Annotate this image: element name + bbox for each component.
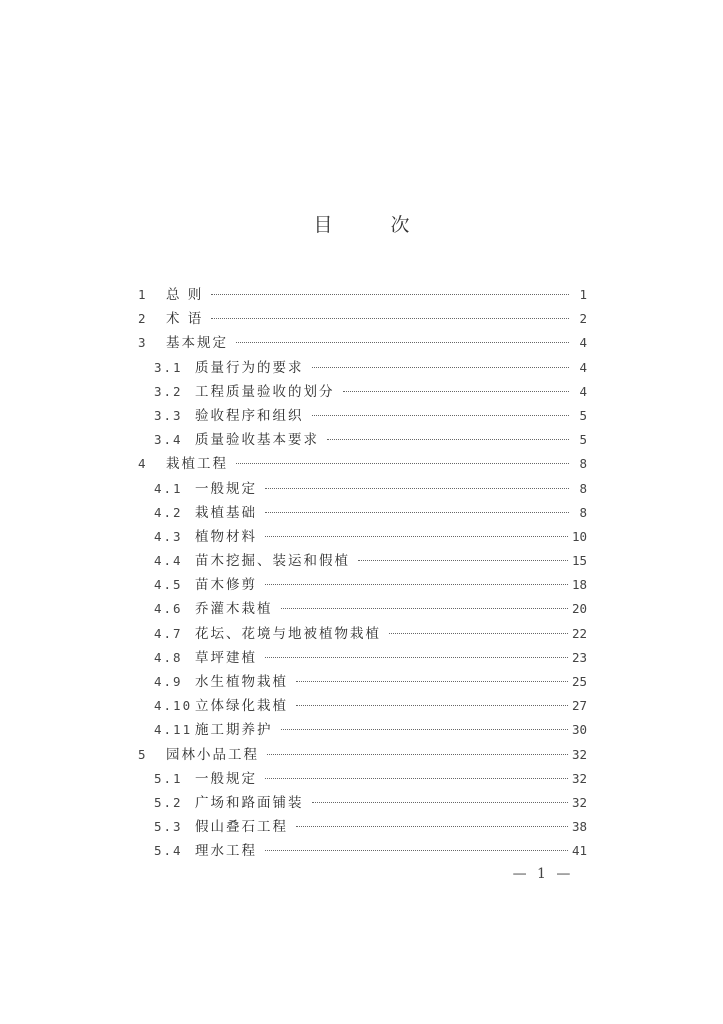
toc-entry-number: 5.4: [154, 843, 183, 859]
toc-chapter-entry[interactable]: [138, 307, 587, 331]
toc-entry-number: 4.1: [154, 480, 183, 496]
dot-leader: [312, 367, 570, 368]
dot-leader: [389, 633, 568, 634]
toc-entry-page: 23: [571, 649, 587, 665]
toc-entry-number: 5.1: [154, 770, 183, 786]
toc-entry-title: 广场和路面铺装: [195, 794, 304, 811]
toc-chapter-entry[interactable]: [138, 283, 587, 307]
toc-entry-page: 25: [571, 674, 587, 689]
toc-entry-number: 4.10: [154, 698, 193, 714]
toc-entry-number: 4.6: [154, 601, 183, 617]
toc-entry-title: 质量验收基本要求: [195, 432, 319, 449]
toc-section-entry[interactable]: [138, 404, 587, 428]
dot-leader: [265, 488, 569, 489]
dot-leader: [281, 729, 568, 730]
toc-entry-page: 1: [579, 287, 587, 302]
toc-entry-number: 4.2: [154, 504, 183, 520]
toc-entry-title: 水生植物栽植: [195, 674, 288, 690]
dot-leader: [296, 705, 568, 706]
toc-entry-title: 苗木修剪: [195, 577, 257, 594]
toc-entry-page: 27: [571, 698, 587, 714]
dot-leader: [296, 826, 568, 827]
toc-section-entry[interactable]: [138, 477, 587, 501]
toc-section-entry[interactable]: [138, 791, 587, 815]
toc-entry-number: 1: [138, 287, 148, 302]
toc-entry-title: 立体绿化栽植: [195, 698, 288, 715]
toc-chapter-entry[interactable]: [138, 452, 587, 476]
toc-section-entry[interactable]: [138, 380, 587, 404]
toc-entry-title: 苗木挖掘、装运和假植: [195, 553, 350, 570]
toc-entry-title: 质量行为的要求: [195, 359, 304, 376]
toc-section-entry[interactable]: [138, 815, 587, 839]
toc-entry-title: 一般规定: [195, 480, 257, 497]
toc-entry-title: 工程质量验收的划分: [195, 383, 335, 400]
toc-entry-number: 5.2: [154, 794, 183, 810]
toc-entry-number: 3.1: [154, 359, 183, 375]
toc-entry-number: 4.7: [154, 625, 183, 641]
toc-entry-page: 32: [571, 794, 587, 810]
toc-entry-page: 8: [579, 456, 587, 472]
toc-entry-title: 草坪建植: [195, 649, 257, 666]
toc-entry-title: 施工期养护: [195, 722, 273, 739]
toc-entry-number: 3: [138, 335, 148, 351]
toc-entry-number: 3.4: [154, 432, 183, 448]
toc-entry-title: 植物材料: [195, 528, 257, 545]
dot-leader: [358, 560, 568, 561]
toc-entry-title: 一般规定: [195, 770, 257, 787]
toc-section-entry[interactable]: [138, 839, 587, 863]
dot-leader: [265, 657, 568, 658]
toc-entry-number: 4.4: [154, 553, 183, 569]
toc-section-entry[interactable]: [138, 597, 587, 621]
toc-entry-number: 4.3: [154, 528, 183, 544]
toc-entry-page: 8: [579, 504, 587, 520]
toc-entry-page: 2: [579, 311, 587, 327]
dot-leader: [327, 439, 569, 440]
page-title: 目 次: [313, 214, 436, 236]
toc-section-entry[interactable]: [138, 525, 587, 549]
toc-entry-page: 20: [571, 601, 587, 617]
toc-chapter-entry[interactable]: [138, 743, 587, 767]
toc-entry-page: 4: [579, 359, 587, 375]
toc-entry-title: 园林小品工程: [166, 746, 259, 763]
dot-leader: [211, 294, 569, 295]
toc-section-entry[interactable]: [138, 356, 587, 380]
toc-entry-page: 15: [571, 553, 587, 569]
page-number: — 1 —: [512, 866, 574, 882]
dot-leader: [296, 681, 568, 682]
toc-entry-number: 5.3: [154, 819, 183, 835]
toc-entry-title: 栽植基础: [195, 504, 257, 521]
toc-section-entry[interactable]: [138, 549, 587, 573]
toc-entry-page: 8: [579, 480, 587, 496]
toc-entry-page: 32: [571, 770, 587, 786]
dot-leader: [236, 463, 569, 464]
toc-entry-number: 4.9: [154, 674, 183, 689]
toc-entry-page: 30: [571, 722, 587, 738]
toc-section-entry[interactable]: [138, 428, 587, 452]
toc-section-entry[interactable]: [138, 573, 587, 597]
toc-entry-number: 4.11: [154, 722, 193, 738]
toc-entry-page: 4: [579, 335, 587, 351]
toc-entry-title: 基本规定: [166, 335, 228, 352]
toc-entry-title: 花坛、花境与地被植物栽植: [195, 625, 381, 642]
toc-entry-title: 验收程序和组织: [195, 407, 304, 424]
toc-entry-page: 32: [571, 746, 587, 762]
dot-leader: [265, 536, 568, 537]
toc-section-entry[interactable]: [138, 767, 587, 791]
dot-leader: [312, 802, 568, 803]
toc-entry-number: 5: [138, 746, 148, 762]
toc-entry-title: 总 则: [166, 287, 204, 303]
dot-leader: [265, 512, 569, 513]
toc-entry-title: 乔灌木栽植: [195, 601, 273, 618]
table-of-contents: [138, 283, 587, 864]
toc-section-entry[interactable]: [138, 718, 587, 742]
dot-leader: [236, 342, 569, 343]
toc-section-entry[interactable]: [138, 646, 587, 670]
toc-entry-page: 22: [571, 625, 587, 641]
dot-leader: [211, 318, 569, 319]
toc-section-entry[interactable]: [138, 670, 587, 694]
dot-leader: [267, 754, 568, 755]
toc-entry-page: 38: [571, 819, 587, 835]
dot-leader: [312, 415, 570, 416]
toc-entry-title: 术 语: [166, 311, 204, 328]
dot-leader: [265, 584, 568, 585]
toc-chapter-entry[interactable]: [138, 331, 587, 355]
toc-entry-page: 10: [571, 528, 587, 544]
dot-leader: [343, 391, 570, 392]
toc-entry-number: 2: [138, 311, 148, 327]
toc-entry-number: 3.3: [154, 407, 183, 423]
toc-entry-page: 41: [571, 843, 587, 859]
toc-entry-number: 4.5: [154, 577, 183, 593]
toc-entry-number: 4.8: [154, 649, 183, 665]
dot-leader: [281, 608, 568, 609]
toc-entry-title: 理水工程: [195, 843, 257, 860]
toc-entry-title: 栽植工程: [166, 456, 228, 473]
toc-entry-page: 5: [579, 432, 587, 448]
toc-entry-page: 18: [571, 577, 587, 593]
dot-leader: [265, 778, 568, 779]
toc-entry-page: 5: [579, 407, 587, 423]
toc-section-entry[interactable]: [138, 622, 587, 646]
dot-leader: [265, 850, 568, 851]
toc-entry-number: 4: [138, 456, 148, 472]
toc-entry-title: 假山叠石工程: [195, 819, 288, 836]
toc-section-entry[interactable]: [138, 501, 587, 525]
toc-entry-page: 4: [579, 383, 587, 399]
toc-section-entry[interactable]: [138, 694, 587, 718]
toc-entry-number: 3.2: [154, 383, 183, 399]
